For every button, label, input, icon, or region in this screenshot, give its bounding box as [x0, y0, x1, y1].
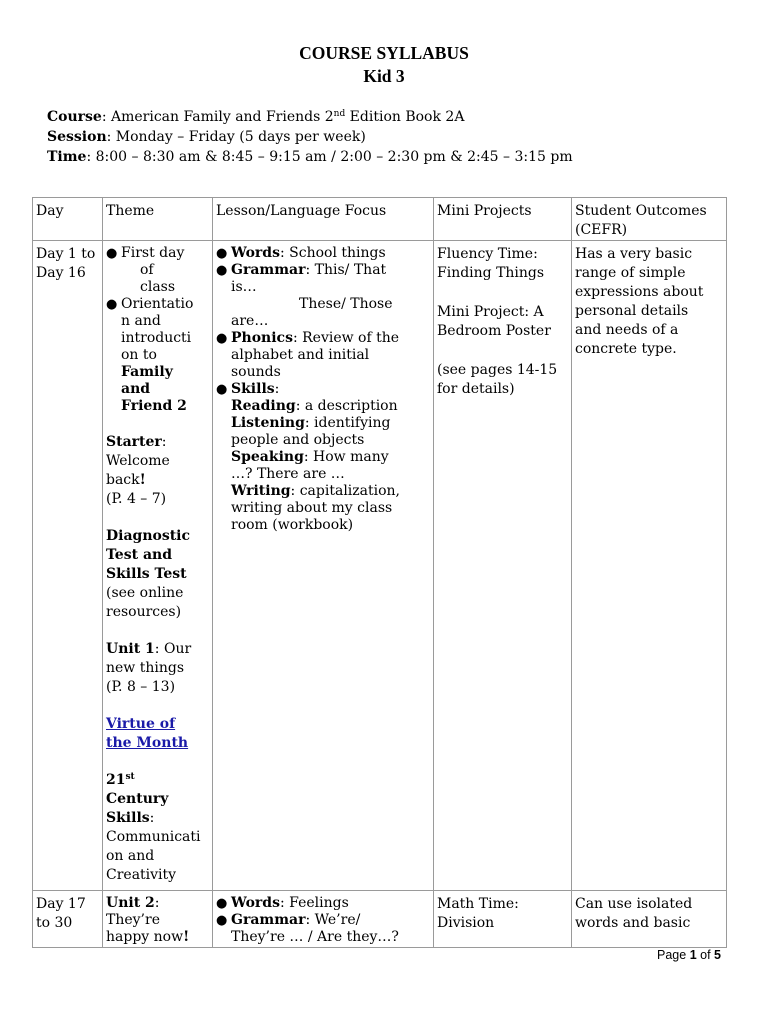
syllabus-table [32, 197, 727, 948]
virtue-of-the-month-link[interactable]: Virtue of the Month [106, 716, 189, 752]
table-row [33, 890, 727, 947]
list-item: ● Words: Feelings [216, 895, 430, 912]
course-sup: nd [333, 109, 346, 119]
outcomes-cell: Can use isolated words and basic [572, 890, 727, 947]
page-number: Page 1 of 5 [657, 948, 721, 962]
table-header-row [33, 198, 727, 241]
century-skills-block: 21st Century Skills: Communicati on and Creativity [106, 772, 201, 884]
day-range: Day 1 to Day 16 [36, 246, 96, 282]
course-label: Course [47, 109, 102, 125]
header-outcomes: Student Outcomes (CEFR) [572, 198, 727, 241]
theme-list [106, 245, 209, 415]
mini-projects-cell: Math Time: Division [434, 890, 572, 947]
theme-cell: Unit 2: They’re happy now! [103, 890, 213, 947]
mini-projects-cell: Fluency Time: Finding Things Mini Project: A Bedroom Poster (see pages 14-15 for details) [434, 241, 572, 890]
lesson-cell [213, 241, 434, 890]
list-item: ● Phonics: Review of the alphabet and initial sounds [216, 330, 430, 381]
course-rest: Edition Book 2A [345, 109, 465, 125]
time-label: Time [47, 149, 87, 165]
session-label: Session [47, 129, 107, 145]
time-value: 8:00 – 8:30 am & 8:45 – 9:15 am / 2:00 – 2:30 pm & 2:45 – 3:15 pm [95, 149, 573, 165]
syllabus-subtitle: Kid 3 [363, 66, 405, 86]
header-theme: Theme [103, 198, 213, 241]
header-day: Day [33, 198, 103, 241]
syllabus-title: COURSE SYLLABUS [299, 43, 469, 63]
day-cell: Day 17 to 30 [33, 890, 103, 947]
lesson-list [216, 895, 430, 946]
diagnostic-block: Diagnostic Test and Skills Test (see online resources) [106, 528, 191, 621]
session-line: Session: Monday – Friday (5 days per week) [47, 129, 366, 145]
lesson-list [216, 245, 430, 534]
starter-block: Starter: Welcome back! (P. 4 – 7) [106, 434, 170, 508]
unit1-block: Unit 1: Our new things (P. 8 – 13) [106, 641, 192, 696]
table-row [33, 241, 727, 890]
theme-cell [103, 241, 213, 890]
course-value: American Family and Friends 2 [111, 109, 334, 125]
header-lesson: Lesson/Language Focus [213, 198, 434, 241]
list-item: ● Grammar: We’re/ They’re … / Are they…? [216, 912, 430, 946]
outcomes-cell: Has a very basic range of simple expressions about personal details and needs of a concrete type. [572, 241, 727, 890]
lesson-cell [213, 890, 434, 947]
list-item: ● Orientatio n and introducti on to Family and Friend 2 [106, 296, 209, 415]
list-item: ● Grammar: This/ That is… These/ Those are… [216, 262, 430, 330]
session-value: Monday – Friday (5 days per week) [115, 129, 366, 145]
list-item: ● Words: School things [216, 245, 430, 262]
list-item: ● First day of class [106, 245, 209, 296]
header-mini-projects: Mini Projects [434, 198, 572, 241]
time-line: Time: 8:00 – 8:30 am & 8:45 – 9:15 am / 2:00 – 2:30 pm & 2:45 – 3:15 pm [47, 149, 573, 165]
day-cell [33, 241, 103, 890]
list-item: ● Skills: Reading: a description Listening: identifying people and objects Speaking: How many …? There are … Writing: capitalization, writing about my class room (workbook) [216, 381, 430, 534]
course-line: Course: American Family and Friends 2nd Edition Book 2A [47, 109, 465, 125]
